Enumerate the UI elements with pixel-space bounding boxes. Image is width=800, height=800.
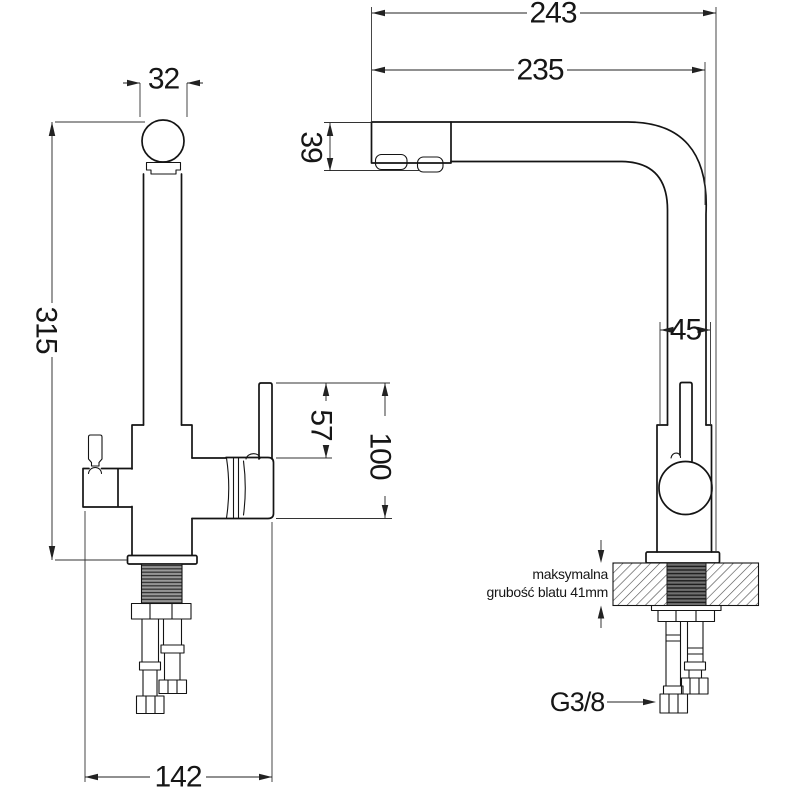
thread-spec-label: G3/8 xyxy=(549,687,605,717)
aerator-main xyxy=(376,155,408,170)
dim-315-label: 315 xyxy=(29,306,63,354)
dimensions-front xyxy=(30,63,397,794)
dim-100-label: 100 xyxy=(363,432,397,480)
mixer-lever-front xyxy=(259,383,272,459)
dim-39-label: 39 xyxy=(294,131,328,163)
mixer-lever-side xyxy=(680,383,692,462)
mount-nut-front xyxy=(132,604,192,620)
spout-ring-lines xyxy=(227,458,246,519)
knob-circle xyxy=(142,120,184,162)
supply-hoses-side xyxy=(660,622,708,714)
mount-thread-front xyxy=(142,564,183,604)
mount-thread-side xyxy=(667,563,706,606)
ball-joint-circle xyxy=(659,462,712,515)
mount-nut-facets-side xyxy=(676,611,696,622)
counter-note-line2: grubość blatu 41mm xyxy=(486,584,608,600)
base-plate-front xyxy=(128,556,198,565)
dim-45-label: 45 xyxy=(669,313,702,347)
counter-note-line1: maksymalna xyxy=(532,566,608,582)
dim-32-label: 32 xyxy=(147,62,180,96)
front-view xyxy=(83,120,274,714)
base-plate-side xyxy=(646,552,720,563)
riser-pipe xyxy=(144,174,182,425)
dim-57-label: 57 xyxy=(304,409,338,441)
filter-valve-arm xyxy=(83,469,132,508)
spout-pipe-inner xyxy=(451,162,668,426)
spout-arm xyxy=(192,458,274,519)
mount-nut-side xyxy=(658,611,715,622)
lever-base-dome-side xyxy=(671,453,681,458)
aerator-filter xyxy=(418,157,444,172)
mount-nut-facets-front xyxy=(150,604,172,620)
dim-235-label: 235 xyxy=(516,53,564,87)
supply-hoses-front xyxy=(137,619,187,714)
washer-side xyxy=(652,606,722,611)
dimensions-side xyxy=(295,0,717,717)
dim-142-label: 142 xyxy=(154,760,202,794)
faucet-body-side xyxy=(657,425,712,552)
filter-valve-lever xyxy=(89,435,103,474)
knob-collar xyxy=(147,163,181,175)
side-view xyxy=(372,122,759,713)
dim-243-label: 243 xyxy=(529,0,577,30)
faucet-body-front xyxy=(132,425,192,555)
